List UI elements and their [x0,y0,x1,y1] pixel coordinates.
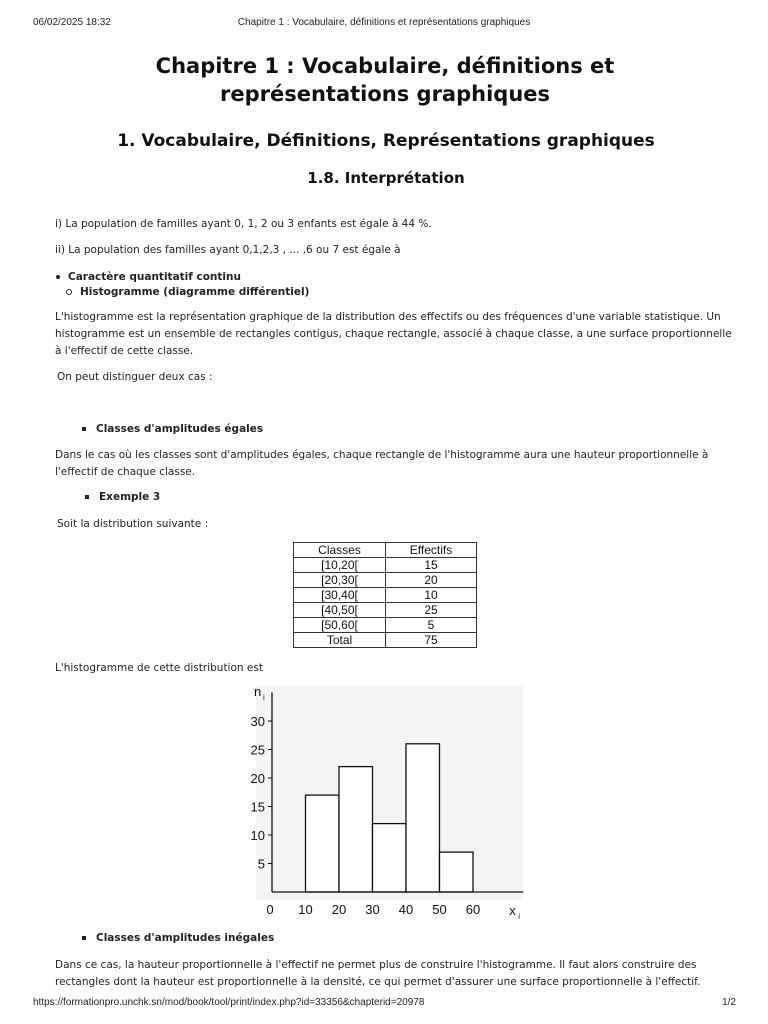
table-row [294,558,477,573]
bullet-caractere-label: Caractère quantitatif continu [68,271,241,283]
item-i: i) La population de familles ayant 0, 1, 2 ou 3 enfants est égale à 44 %. [55,218,432,230]
inegales-paragraph: Dans ce cas, la hauteur proportionnelle à l'effectif ne permet plus de construire l'histogramme. Il faut alors construire des rectangles dont la hauteur est proportionnelle à la densité, ce qui permet d'assurer une surface proportionnelle à l'effectif. [55,959,701,988]
bullet-histogramme [66,285,309,299]
bullet-caractere [56,270,241,284]
y-axis-label-subscript: i [263,693,265,702]
table-cell-total-value: 75 [386,633,477,648]
histogram-bar [440,852,474,892]
x-tick-label: 50 [432,902,447,917]
x-tick-label: 40 [398,902,414,917]
egales-heading-label: Classes d'amplitudes égales [96,423,264,435]
table-row [294,588,477,603]
table-cell-total-label: Total [294,633,386,648]
x-tick-label: 60 [465,902,481,917]
bullet-histogramme-label: Histogramme (diagramme différentiel) [80,286,310,298]
x-tick-label: 30 [365,902,380,917]
histogram-bar [306,795,340,892]
print-date: 06/02/2025 18:32 [33,17,111,28]
table-cell-effectif: 25 [386,603,477,618]
table-row [294,573,477,588]
table-row [294,618,477,633]
print-url: https://formationpro.unchk.sn/mod/book/tool/print/index.php?id=33356&chapterid=20978 [33,997,425,1008]
print-footer [0,997,768,1011]
soit-paragraph: Soit la distribution suivante : [57,518,209,530]
y-tick-label: 5 [257,856,265,872]
print-doc-title: Chapitre 1 : Vocabulaire, définitions et représentations graphiques [237,17,531,28]
table-cell-classe: [10,20[ [294,558,386,573]
y-tick-label: 25 [250,742,265,758]
bullet-circle-icon [66,289,72,295]
table-cell-effectif: 15 [386,558,477,573]
table-total-row [294,633,477,648]
print-header [0,17,768,31]
table-header-effectifs: Effectifs [386,543,477,558]
table-row [294,603,477,618]
histogram-chart [243,683,528,923]
exemple-heading [85,490,160,504]
y-tick-label: 10 [250,828,265,843]
x-axis-label: x [509,903,516,918]
table-header-classes: Classes [294,543,386,558]
page-number: 1/2 [722,997,736,1008]
section-title: 1. Vocabulaire, Définitions, Représentations graphiques [117,131,655,151]
histogram-bar [339,767,373,892]
subsection-title: 1.8. Interprétation [307,169,465,187]
histogram-bar [406,744,440,892]
chapter-title: Chapitre 1 : Vocabulaire, définitions et représentations graphiques [155,54,615,106]
y-tick-label: 20 [250,771,265,786]
histogram-svg [243,683,528,923]
histogram-bar [373,824,407,892]
square-bullet-icon [82,427,86,431]
inegales-heading-label: Classes d'amplitudes inégales [96,932,275,944]
x-tick-label: 10 [298,902,313,917]
histogram-intro: L'histogramme de cette distribution est [55,662,263,674]
item-ii: ii) La population des familles ayant 0,1,2,3 , ... ,6 ou 7 est égale à [55,244,401,256]
exemple-heading-label: Exemple 3 [99,491,161,503]
table-cell-classe: [50,60[ [294,618,386,633]
x-tick-label: 0 [266,902,274,917]
table-cell-effectif: 20 [386,573,477,588]
cas-paragraph: On peut distinguer deux cas : [57,371,213,383]
table-cell-effectif: 10 [386,588,477,603]
x-axis-label-subscript: i [518,912,521,921]
definition-paragraph: L'histogramme est la représentation graphique de la distribution des effectifs ou des fréquences d'une variable statistique. Un histogramme est un ensemble de rectangles contigus, chaque rectangle, associé à chaque classe, a une surface proportionnelle à l'effectif de cette classe. [55,311,732,357]
egales-paragraph: Dans le cas où les classes sont d'amplitudes égales, chaque rectangle de l'histogramme aura une hauteur proportionnelle à l'effectif de chaque classe. [55,449,709,478]
frequency-table [293,542,477,648]
square-bullet-icon [82,936,86,940]
bullet-dot-icon [56,275,60,279]
y-tick-label: 15 [250,799,265,815]
table-header-row [294,543,477,558]
table-cell-effectif: 5 [386,618,477,633]
y-tick-label: 30 [250,714,265,729]
table-cell-classe: [30,40[ [294,588,386,603]
square-bullet-icon [85,495,89,499]
table-cell-classe: [20,30[ [294,573,386,588]
x-tick-label: 20 [331,902,347,917]
table-cell-classe: [40,50[ [294,603,386,618]
inegales-heading [82,931,274,945]
y-axis-label: n [254,684,262,699]
egales-heading [82,422,263,436]
